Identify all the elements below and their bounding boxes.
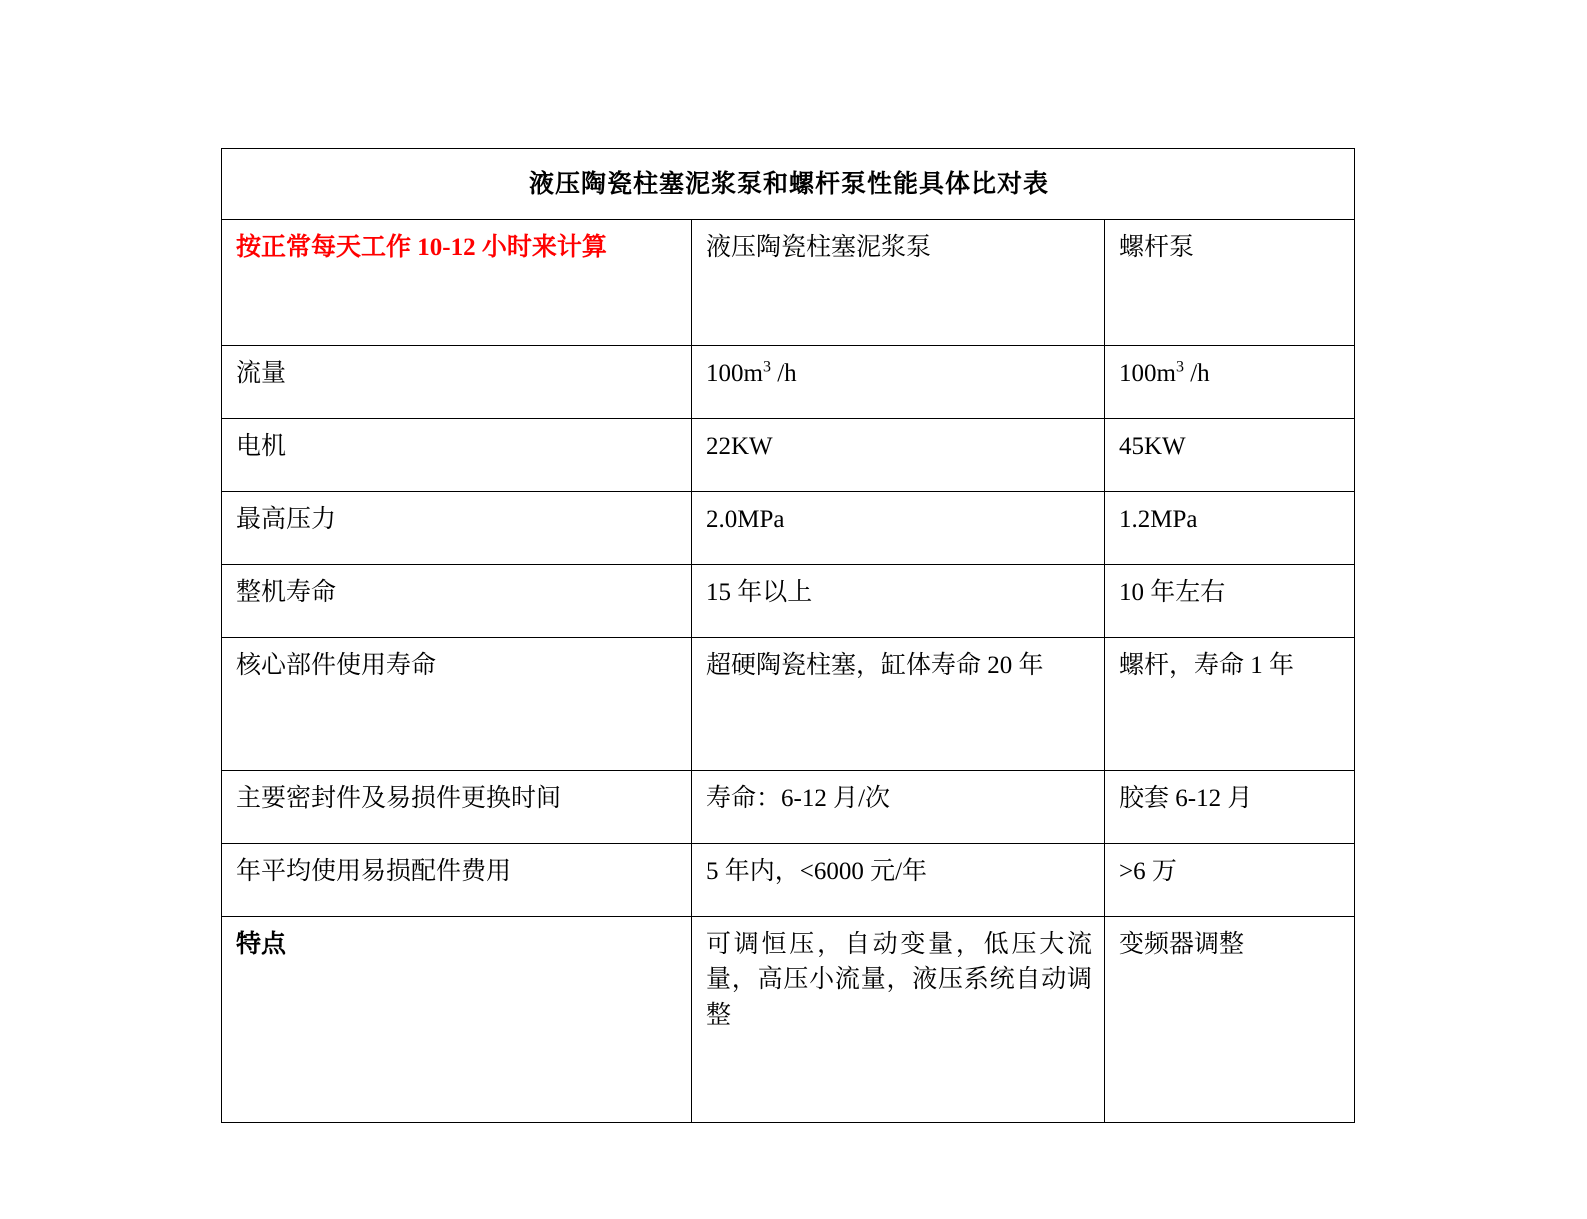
row-value-motor-a: 22KW (692, 418, 1105, 491)
row-label-annual-cost: 年平均使用易损配件费用 (222, 843, 692, 916)
row-value-machine-life-a: 15 年以上 (692, 564, 1105, 637)
table-title-row (222, 149, 1355, 220)
table-header-row (222, 219, 1355, 345)
header-pump-a: 液压陶瓷柱塞泥浆泵 (692, 219, 1105, 345)
row-value-features-a: 可调恒压，自动变量，低压大流量，高压小流量，液压系统自动调整 (692, 916, 1105, 1122)
row-value-annual-cost-b: >6 万 (1105, 843, 1355, 916)
header-pump-b: 螺杆泵 (1105, 219, 1355, 345)
row-label-motor: 电机 (222, 418, 692, 491)
row-label-features: 特点 (222, 916, 692, 1122)
table-row (222, 491, 1355, 564)
row-value-seal-replacement-a: 寿命：6-12 月/次 (692, 770, 1105, 843)
row-value-flow-a (692, 345, 1105, 418)
row-value-max-pressure-b: 1.2MPa (1105, 491, 1355, 564)
table-row (222, 418, 1355, 491)
table-row (222, 637, 1355, 770)
row-label-seal-replacement: 主要密封件及易损件更换时间 (222, 770, 692, 843)
table-row (222, 345, 1355, 418)
table-row (222, 770, 1355, 843)
table-row (222, 564, 1355, 637)
table-row (222, 916, 1355, 1122)
row-value-flow-b (1105, 345, 1355, 418)
row-value-max-pressure-a: 2.0MPa (692, 491, 1105, 564)
row-label-core-part-life: 核心部件使用寿命 (222, 637, 692, 770)
row-value-annual-cost-a: 5 年内，<6000 元/年 (692, 843, 1105, 916)
comparison-table (221, 148, 1355, 1123)
row-value-motor-b: 45KW (1105, 418, 1355, 491)
row-label-machine-life: 整机寿命 (222, 564, 692, 637)
row-value-seal-replacement-b: 胶套 6-12 月 (1105, 770, 1355, 843)
comparison-table-container (221, 148, 1354, 1123)
row-value-features-b: 变频器调整 (1105, 916, 1355, 1122)
flow-a-sup: 3 (762, 358, 771, 376)
row-value-machine-life-b: 10 年左右 (1105, 564, 1355, 637)
row-label-max-pressure: 最高压力 (222, 491, 692, 564)
row-label-flow: 流量 (222, 345, 692, 418)
table-row (222, 843, 1355, 916)
row-value-core-part-life-b: 螺杆，寿命 1 年 (1105, 637, 1355, 770)
flow-a-suffix: /h (770, 359, 797, 387)
flow-a-prefix: 100m (706, 359, 763, 387)
header-criteria: 按正常每天工作 10-12 小时来计算 (222, 219, 692, 345)
page-title: 液压陶瓷柱塞泥浆泵和螺杆泵性能具体比对表 (222, 149, 1355, 220)
flow-b-sup: 3 (1175, 358, 1184, 376)
row-value-core-part-life-a: 超硬陶瓷柱塞，缸体寿命 20 年 (692, 637, 1105, 770)
flow-b-prefix: 100m (1119, 359, 1176, 387)
flow-b-suffix: /h (1183, 359, 1210, 387)
